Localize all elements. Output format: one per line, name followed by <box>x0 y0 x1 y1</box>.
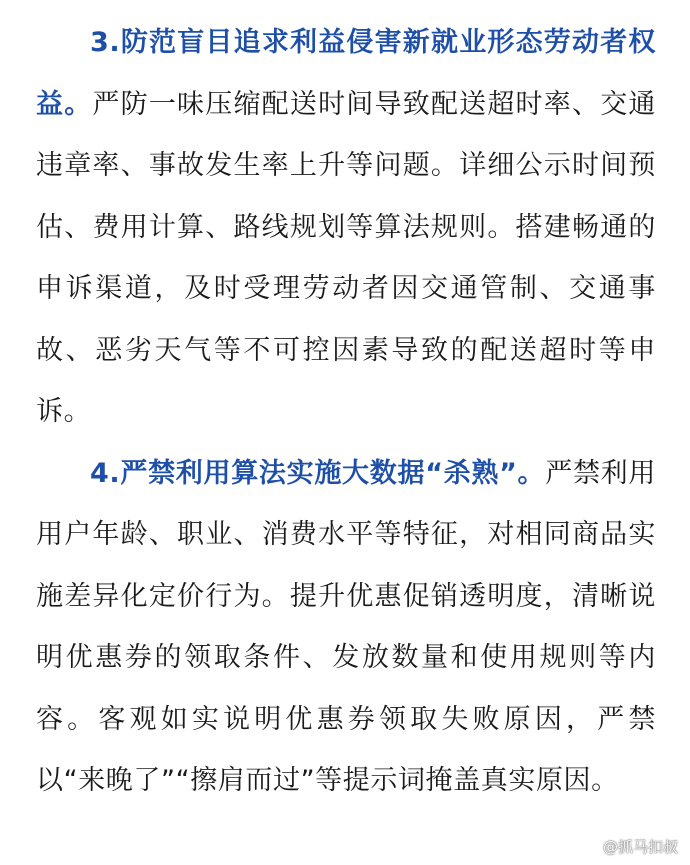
paragraph-3-heading: 3.防范盲目追求利益侵害新就业形态劳动者权益。 <box>36 27 656 120</box>
paragraph-3-body: 严防一味压缩配送时间导致配送超时率、交通违章率、事故发生率上升等问题。详细公示时间预估、费用计算、路线规划等算法规则。搭建畅通的申诉渠道，及时受理劳动者因交通管制、交通事故、恶劣天气等不可控因素导致的配送超时等申诉。 <box>36 88 656 427</box>
paragraph-4-body: 严禁利用用户年龄、职业、消费水平等特征，对相同商品实施差异化定价行为。提升优惠促销透明度，清晰说明优惠券的领取条件、发放数量和使用规则等内容。客观如实说明优惠券领取失败原因，严禁以“来晚了”“擦肩而过”等提示词掩盖真实原因。 <box>36 457 656 796</box>
paragraph-3 <box>36 12 656 443</box>
weibo-icon <box>577 835 599 857</box>
watermark-text: @抓马扣叔 <box>602 837 678 856</box>
paragraph-4 <box>36 443 656 812</box>
watermark <box>577 835 678 857</box>
paragraph-4-heading: 4.严禁利用算法实施大数据“杀熟”。 <box>90 457 546 489</box>
